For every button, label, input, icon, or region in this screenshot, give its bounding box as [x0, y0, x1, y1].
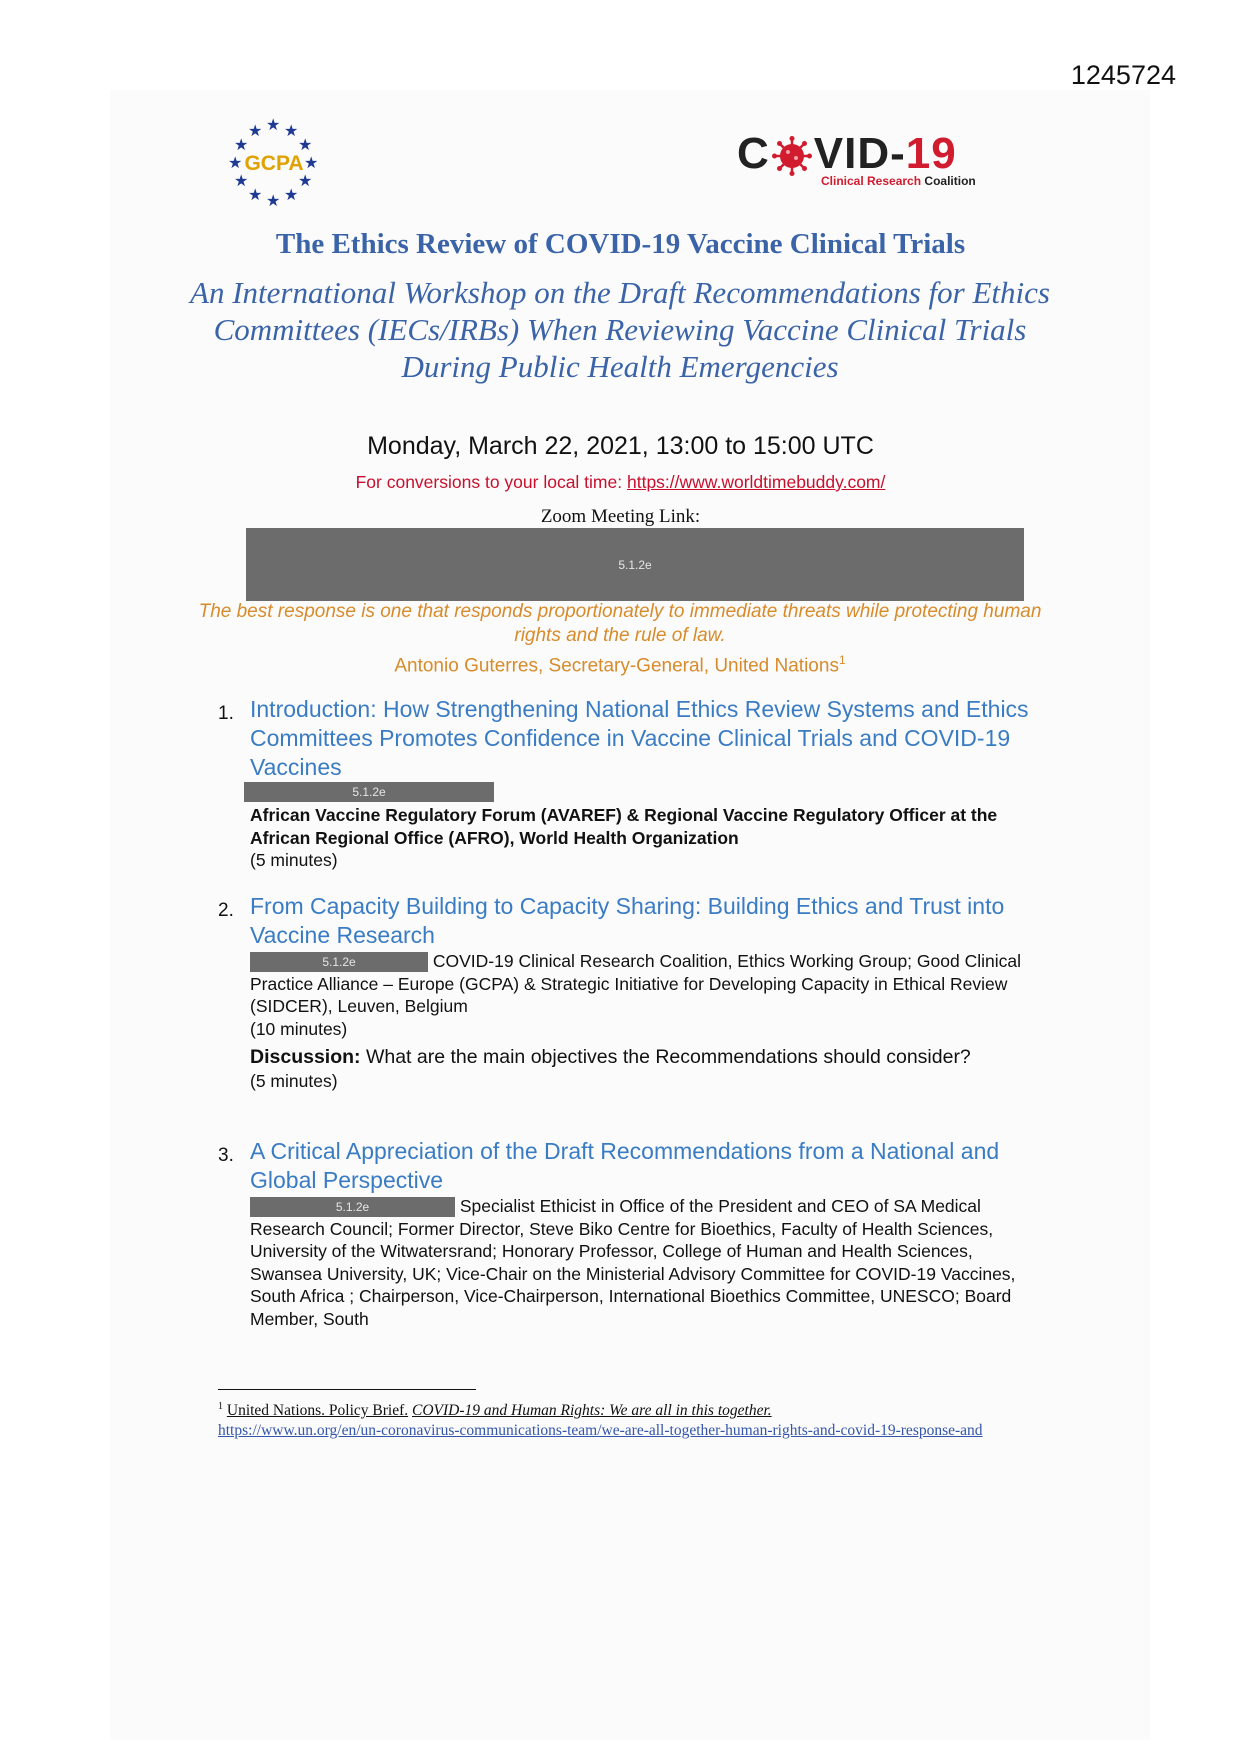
gcpa-logo-text: GCPA: [244, 152, 304, 175]
agenda-number-2: 2.: [218, 900, 234, 921]
covid-logo-sub-red: Clinical Research: [821, 174, 922, 188]
zoom-link-redaction: 5.1.2e: [246, 528, 1024, 601]
covid-logo-sub-dark: Coalition: [924, 174, 976, 188]
star-icon: ★: [248, 123, 263, 140]
discussion-duration-2: (5 minutes): [250, 1071, 338, 1091]
star-icon: ★: [304, 155, 319, 172]
covid-logo-wordmark: [737, 130, 957, 178]
document-id: 1245724: [1070, 60, 1176, 90]
quote-attribution-line: [190, 648, 1050, 678]
footnote-source: United Nations. Policy Brief.: [226, 1402, 409, 1420]
event-date: Monday, March 22, 2021, 13:00 to 15:00 UTC: [367, 432, 874, 460]
footnote-url[interactable]: https://www.un.org/en/un-coronavirus-communications-team/we-are-all-together-human-rights-and-covid-19-response-and: [218, 1422, 983, 1440]
covid-logo-subtitle: [821, 174, 976, 188]
discussion-text: What are the main objectives the Recommendations should consider?: [365, 1046, 971, 1068]
worldtimebuddy-link[interactable]: https://www.worldtimebuddy.com/: [626, 472, 886, 492]
star-icon: ★: [234, 137, 249, 154]
agenda-heading-3: A Critical Appreciation of the Draft Recommendations from a National and Global Perspective: [250, 1138, 1000, 1193]
star-icon: ★: [284, 187, 299, 204]
covid-logo-vid: VID-: [813, 129, 906, 178]
covid-logo-c: C: [737, 129, 770, 178]
virus-icon: [772, 136, 812, 176]
star-icon: ★: [248, 187, 263, 204]
star-icon: ★: [228, 155, 243, 172]
speaker-affiliation-3: Specialist Ethicist in Office of the President and CEO of SA Medical Research Council; Former Director, Steve Biko Centre for Bioethics, Faculty of Health Sciences, University of the Witwatersrand; Honorary Professor, College of Human and Health Sciences, Swansea University, UK; Vice-Chair on the Ministerial Advisory Committee for COVID-19 Vaccines, South Africa ; Chairperson, Vice-Chairperson, International Bioethics Committee, UNESCO; Board Member, South: [250, 1196, 1016, 1329]
footnote: [218, 1397, 1018, 1441]
speaker-affiliation-1: African Vaccine Regulatory Forum (AVAREF) & Regional Vaccine Regulatory Officer at the African Regional Office (AFRO), World Health Organization: [250, 805, 998, 848]
duration-2: (10 minutes): [250, 1018, 348, 1039]
agenda-speaker-1: [250, 804, 1030, 872]
speaker-redaction-3: 5.1.2e: [250, 1197, 455, 1217]
footnote-divider: [218, 1389, 476, 1390]
footnote-title: COVID-19 and Human Rights: We are all in this together.: [412, 1402, 772, 1420]
agenda-speaker-2: [250, 950, 1030, 1093]
star-icon: ★: [266, 193, 281, 210]
footnote-mark: 1: [218, 1401, 223, 1412]
star-icon: ★: [298, 173, 313, 190]
star-icon: ★: [234, 173, 249, 190]
agenda-number-3: 3.: [218, 1145, 234, 1166]
star-icon: ★: [298, 137, 313, 154]
gcpa-logo: [228, 118, 320, 210]
speaker-affiliation-2: COVID-19 Clinical Research Coalition, Ethics Working Group; Good Clinical Practice Alliance – Europe (GCPA) & Strategic Initiative for Developing Capacity in Ethical Review (SIDCER), Leuven, Belgium: [250, 951, 1021, 1016]
page-title: The Ethics Review of COVID-19 Vaccine Clinical Trials: [275, 228, 966, 260]
quote-attribution: Antonio Guterres, Secretary-General, United Nations: [394, 655, 839, 677]
star-icon: ★: [266, 117, 281, 134]
duration-1: (5 minutes): [250, 850, 338, 870]
quote-block: [190, 600, 1050, 678]
speaker-redaction-1: 5.1.2e: [244, 782, 494, 802]
agenda-number-1: 1.: [218, 703, 234, 724]
footnote-ref[interactable]: 1: [838, 653, 846, 667]
time-conversion-label: For conversions to your local time:: [355, 472, 623, 492]
speaker-redaction-2: 5.1.2e: [250, 952, 428, 972]
time-conversion-line: [0, 472, 1241, 493]
covid-logo-19: 19: [905, 129, 957, 178]
agenda-speaker-3: [250, 1195, 1030, 1330]
discussion-label: Discussion:: [250, 1046, 361, 1068]
page-subtitle: An International Workshop on the Draft Recommendations for Ethics Committees (IECs/IRBs) When Reviewing Vaccine Clinical Trials During Public Health Emergencies: [190, 275, 1050, 384]
agenda-heading-2: From Capacity Building to Capacity Sharing: Building Ethics and Trust into Vaccine Research: [250, 893, 1005, 948]
discussion-2: [250, 1045, 1030, 1070]
agenda-heading-1: Introduction: How Strengthening National Ethics Review Systems and Ethics Committees Promotes Confidence in Vaccine Clinical Trials and COVID-19 Vaccines: [250, 696, 1029, 780]
star-icon: ★: [284, 123, 299, 140]
quote-text: The best response is one that responds proportionately to immediate threats while protecting human rights and the rule of law.: [198, 601, 1042, 646]
covid-coalition-logo: [737, 130, 1007, 200]
zoom-link-label: Zoom Meeting Link:: [540, 506, 701, 527]
